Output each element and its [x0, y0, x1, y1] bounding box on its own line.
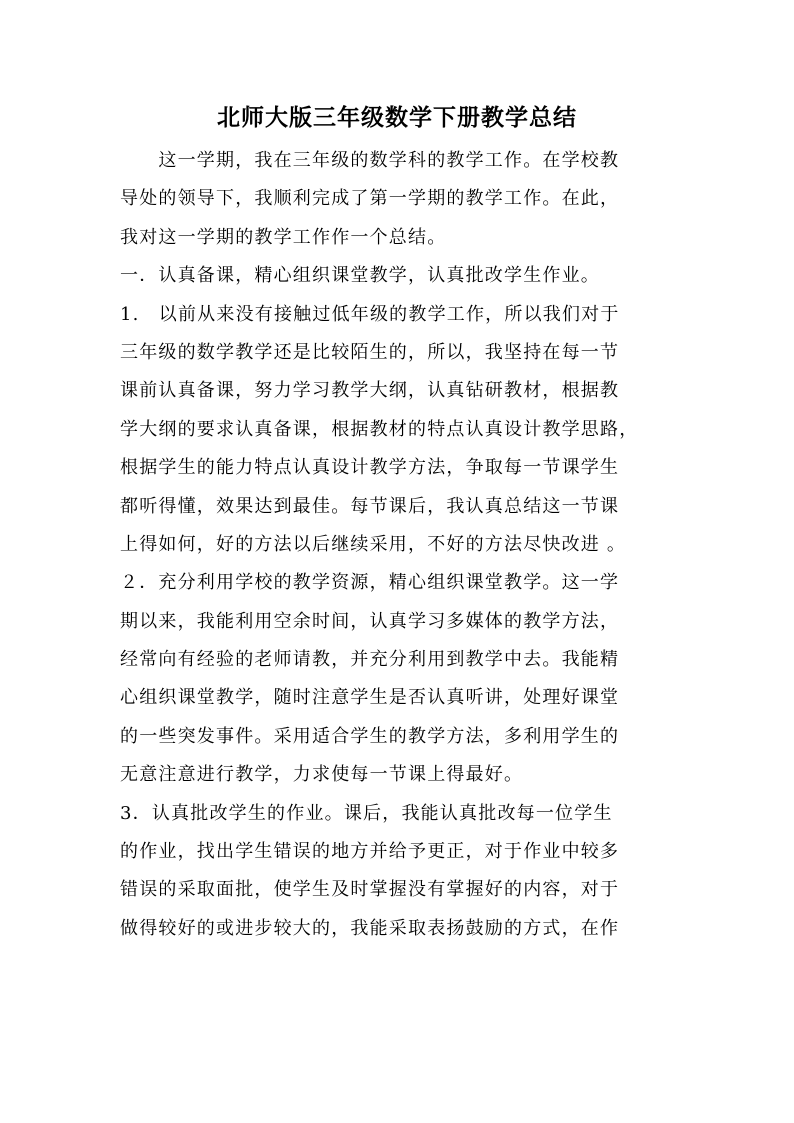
- document-title: 北师大版三年级数学下册教学总结: [217, 104, 577, 131]
- text-line: 三年级的数学教学还是比较陌生的，所以，我坚持在每一节: [120, 341, 620, 363]
- text-line: 都听得懂，效果达到最佳。每节课后，我认真总结这一节课: [120, 495, 620, 517]
- text-line: 无意注意进行教学，力求使每一节课上得最好。: [120, 764, 524, 786]
- text-line: 这一学期，我在三年级的数学科的教学工作。在学校教: [120, 150, 620, 171]
- text-line: 的一些突发事件。采用适合学生的教学方法，多利用学生的: [120, 725, 620, 747]
- text-line: 的作业，找出学生错误的地方并给予更正，对于作业中较多: [120, 841, 620, 863]
- text-line: ２．充分利用学校的教学资源，精心组织课堂教学。这一学: [120, 572, 620, 594]
- text-line: 我对这一学期的教学工作作一个总结。: [120, 226, 447, 248]
- text-line: 根据学生的能力特点认真设计教学方法，争取每一节课学生: [120, 457, 620, 479]
- section-heading: 一．认真备课，精心组织课堂教学，认真批改学生作业。: [120, 265, 600, 287]
- text-line: 导处的领导下，我顺利完成了第一学期的教学工作。在此，: [120, 188, 620, 210]
- text-line: 1. 以前从来没有接触过低年级的教学工作，所以我们对于: [120, 303, 620, 325]
- text-line: 学大纲的要求认真备课，根据教材的特点认真设计教学思路，: [120, 418, 639, 440]
- text-line: 期以来，我能利用空余时间，认真学习多媒体的教学方法，: [120, 610, 620, 632]
- text-line: 3．认真批改学生的作业。课后，我能认真批改每一位学生: [120, 802, 613, 824]
- text-line: 上得如何，好的方法以后继续采用，不好的方法尽快改进 。: [120, 533, 627, 555]
- text-line: 心组织课堂教学，随时注意学生是否认真听讲，处理好课堂: [120, 687, 620, 709]
- text-line: 经常向有经验的老师请教，并充分利用到教学中去。我能精: [120, 649, 620, 671]
- text-line: 做得较好的或进步较大的，我能采取表扬鼓励的方式，在作: [120, 917, 620, 939]
- document-body: [120, 142, 676, 948]
- text-line: 课前认真备课，努力学习教学大纲，认真钻研教材，根据教: [120, 380, 620, 402]
- text-line: 错误的采取面批，使学生及时掌握没有掌握好的内容，对于: [120, 879, 620, 901]
